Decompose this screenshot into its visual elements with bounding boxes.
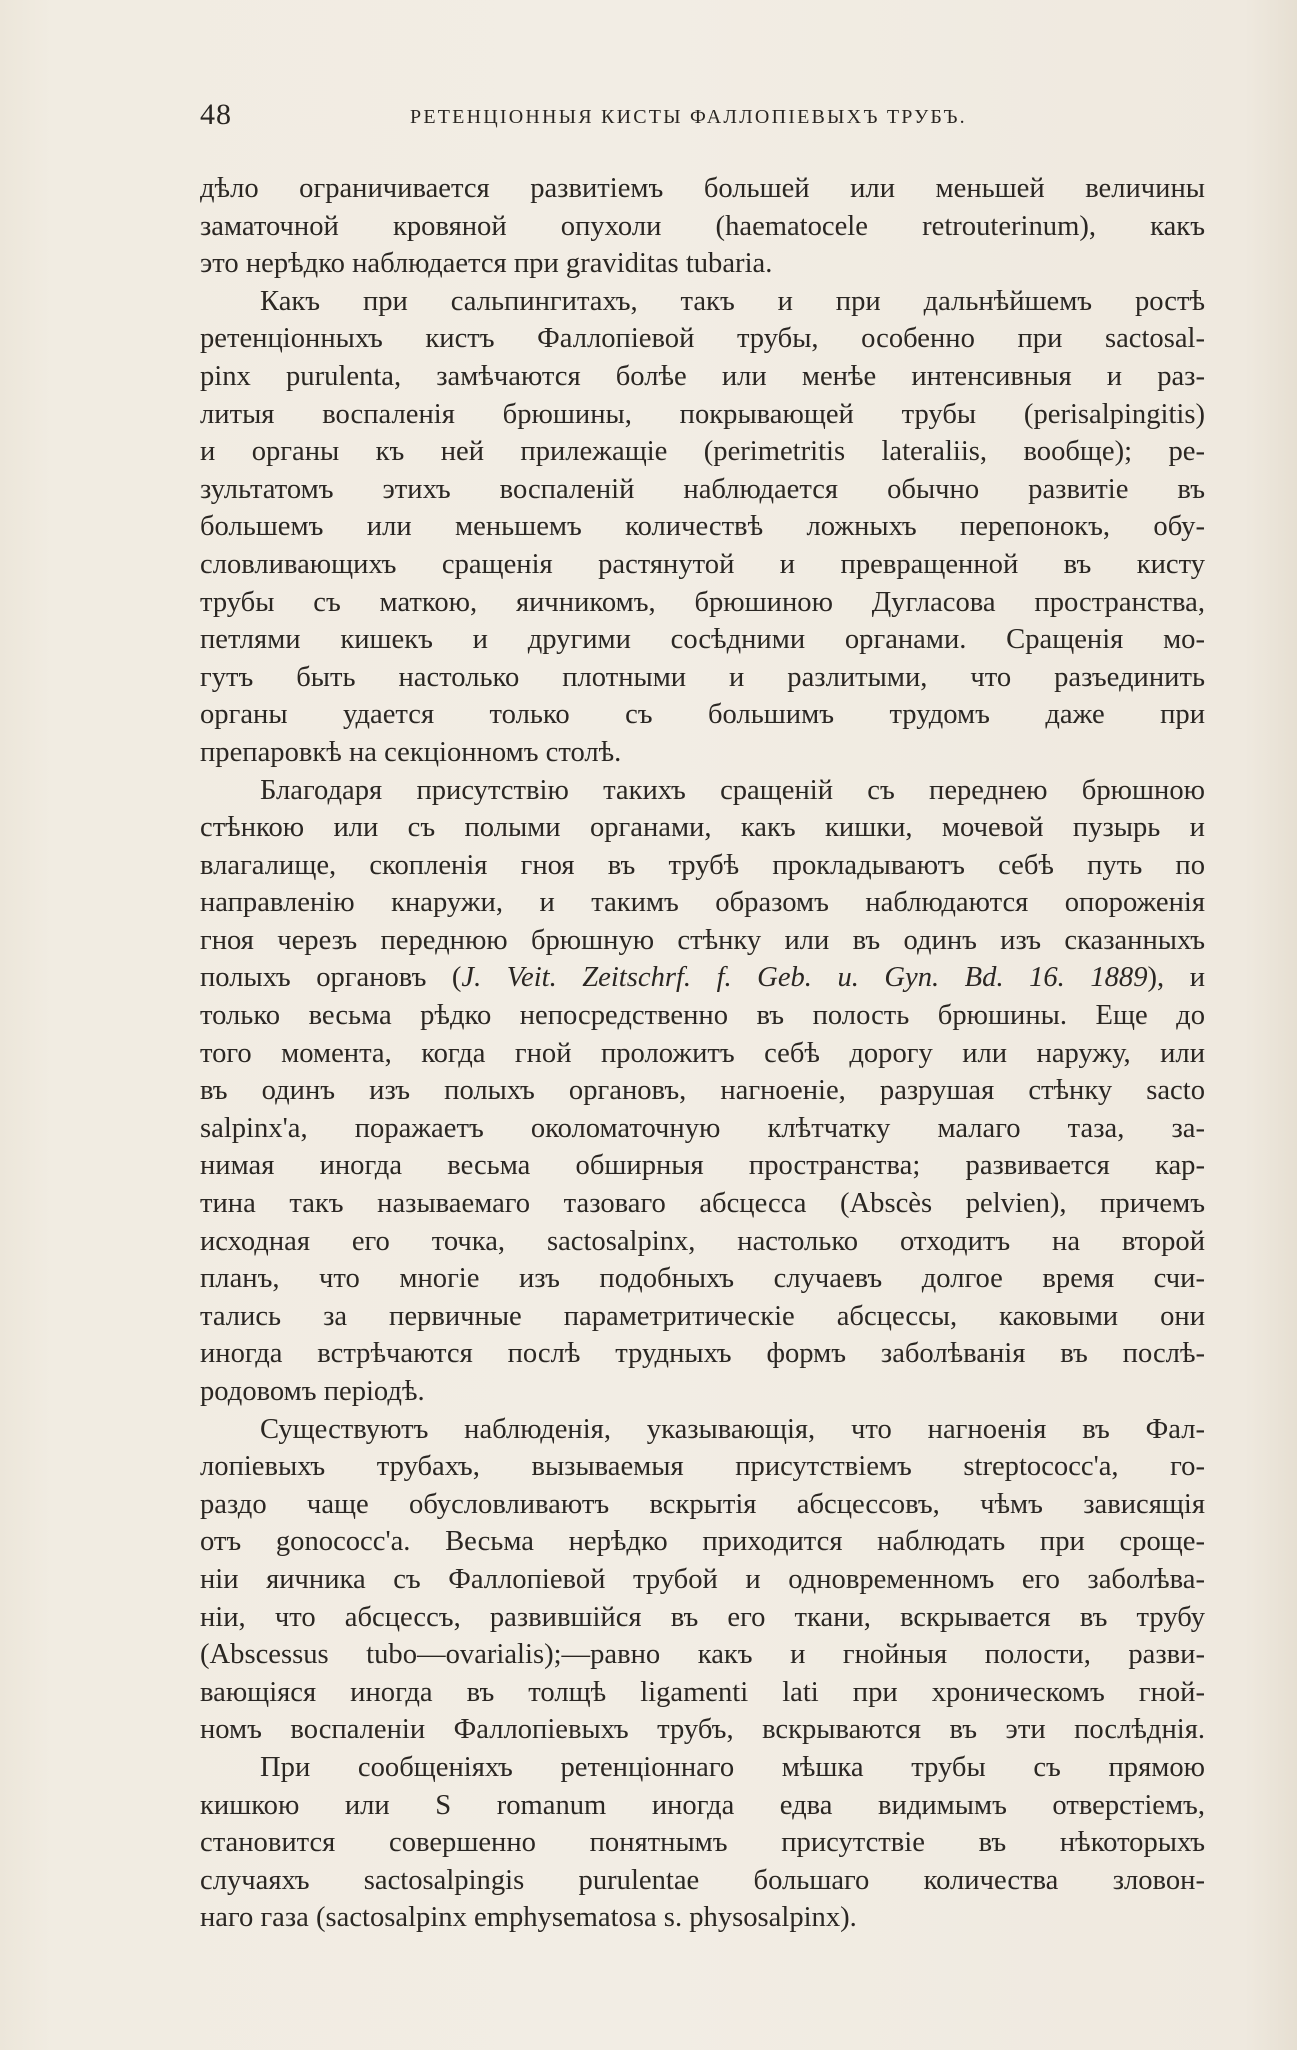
- paragraph-start-line: Какъ при сальпингитахъ, такъ и при дальнѣйшемъ ростѣ: [260, 285, 1205, 317]
- text-line: органы удается только съ большимъ трудомъ даже при: [200, 699, 1205, 731]
- text-line: только весьма рѣдко непосредственно въ полость брюшины. Еще до: [200, 1000, 1205, 1032]
- text-line: дѣло ограничивается развитіемъ большей или меньшей величины: [200, 173, 1205, 204]
- citation-open: полыхъ органовъ (: [200, 962, 462, 994]
- text-line: ніи, что абсцессъ, развившійся въ его ткани, вскрывается въ трубу: [200, 1601, 1205, 1633]
- text-line: случаяхъ sactosalpingis purulentae большаго количества зловон-: [200, 1864, 1205, 1896]
- body-text: [200, 170, 1205, 1937]
- text-line: литыя воспаленія брюшины, покрывающей трубы (perisalpingitis): [200, 398, 1205, 430]
- text-line: словливающихъ сращенія растянутой и превращенной въ кисту: [200, 548, 1205, 580]
- text-line: и органы къ ней прилежащіе (perimetritis lateraliis, вообще); ре-: [200, 436, 1205, 468]
- text-line: становится совершенно понятнымъ присутствіе въ нѣкоторыхъ: [200, 1827, 1205, 1859]
- text-line: это нерѣдко наблюдается при graviditas tubaria.: [200, 248, 773, 280]
- text-line: ретенціонныхъ кистъ Фаллопіевой трубы, особенно при sactosal-: [200, 323, 1205, 355]
- text-line: влагалище, скопленія гноя въ трубѣ прокладываютъ себѣ путь по: [200, 849, 1205, 881]
- text-line: pinx purulenta, замѣчаются болѣе или менѣе интенсивныя и раз-: [200, 360, 1205, 392]
- text-line: петлями кишекъ и другими сосѣдними органами. Сращенія мо-: [200, 624, 1205, 656]
- paragraph-start-line: Благодаря присутствію такихъ сращеній съ переднею брюшною: [260, 774, 1205, 806]
- text-line: стѣнкою или съ полыми органами, какъ кишки, мочевой пузырь и: [200, 812, 1205, 844]
- text-line: тались за первичные параметритическіе абсцессы, каковыми они: [200, 1300, 1205, 1332]
- text-line: кишкою или S romanum иногда едва видимымъ отверстіемъ,: [200, 1789, 1205, 1821]
- text-line: того момента, когда гной проложитъ себѣ дорогу или наружу, или: [200, 1037, 1205, 1069]
- running-title: РЕТЕНЦІОННЫЯ КИСТЫ ФАЛЛОПІЕВЫХЪ ТРУБЪ.: [410, 106, 967, 128]
- text-line: исходная его точка, sactosalpinx, настолько отходитъ на второй: [200, 1225, 1205, 1257]
- paragraph-start-line: Существуютъ наблюденія, указывающія, что нагноенія въ Фал-: [260, 1413, 1205, 1445]
- text-line: номъ воспаленіи Фаллопіевыхъ трубъ, вскрываются въ эти послѣднія.: [200, 1714, 1205, 1746]
- text-line: гутъ быть настолько плотными и разлитыми, что разъединить: [200, 661, 1205, 693]
- text-line: тина такъ называемаго тазоваго абсцесса (Abscès pelvien), причемъ: [200, 1188, 1205, 1220]
- text-line: наго газа (sactosalpinx emphysematosa s. physosalpinx).: [200, 1902, 857, 1934]
- paragraph-start-line: При сообщеніяхъ ретенціоннаго мѣшка трубы съ прямою: [260, 1751, 1205, 1783]
- text-line: лопіевыхъ трубахъ, вызываемыя присутствіемъ streptococc'а, го-: [200, 1451, 1205, 1483]
- text-line: родовомъ періодѣ.: [200, 1376, 425, 1407]
- text-line: нимая иногда весьма обширныя пространства; развивается кар-: [200, 1150, 1205, 1182]
- text-line: вающіяся иногда въ толщѣ ligamenti lati при хроническомъ гной-: [200, 1676, 1205, 1708]
- page-number: 48: [200, 98, 232, 131]
- text-line: заматочной кровяной опухоли (haematocele retrouterinum), какъ: [200, 210, 1205, 242]
- citation-line: [200, 959, 1205, 997]
- running-head: [200, 98, 1100, 138]
- text-line: (Abscessus tubo—ovarialis);—равно какъ и гнойныя полости, разви-: [200, 1639, 1205, 1671]
- text-line: трубы съ маткою, яичникомъ, брюшиною Дугласова пространства,: [200, 586, 1205, 618]
- literature-reference: J. Veit. Zeitschrf. f. Geb. u. Gyn. Bd. 16. 1889: [461, 962, 1148, 994]
- text-line: въ одинъ изъ полыхъ органовъ, нагноеніе, разрушая стѣнку sacto: [200, 1075, 1205, 1107]
- text-line: раздо чаще обусловливаютъ вскрытія абсцессовъ, чѣмъ зависящія: [200, 1488, 1205, 1520]
- text-line: salpinx'а, поражаетъ околоматочную клѣтчатку малаго таза, за-: [200, 1112, 1205, 1144]
- text-line: препаровкѣ на секціонномъ столѣ.: [200, 736, 622, 768]
- text-line: ніи яичника съ Фаллопіевой трубой и одновременномъ его заболѣва-: [200, 1563, 1205, 1595]
- text-line: иногда встрѣчаются послѣ трудныхъ формъ заболѣванія въ послѣ-: [200, 1338, 1205, 1370]
- text-line: отъ gonococc'а. Весьма нерѣдко приходится наблюдать при сроще-: [200, 1526, 1205, 1558]
- citation-close: ), и: [1147, 962, 1206, 994]
- text-line: зультатомъ этихъ воспаленій наблюдается обычно развитіе въ: [200, 473, 1205, 505]
- text-line: большемъ или меньшемъ количествѣ ложныхъ перепонокъ, обу-: [200, 511, 1205, 543]
- text-line: планъ, что многіе изъ подобныхъ случаевъ долгое время счи-: [200, 1263, 1205, 1295]
- text-line: гноя черезъ переднюю брюшную стѣнку или въ одинъ изъ сказанныхъ: [200, 924, 1205, 956]
- text-line: направленію кнаружи, и такимъ образомъ наблюдаются опороженія: [200, 887, 1205, 919]
